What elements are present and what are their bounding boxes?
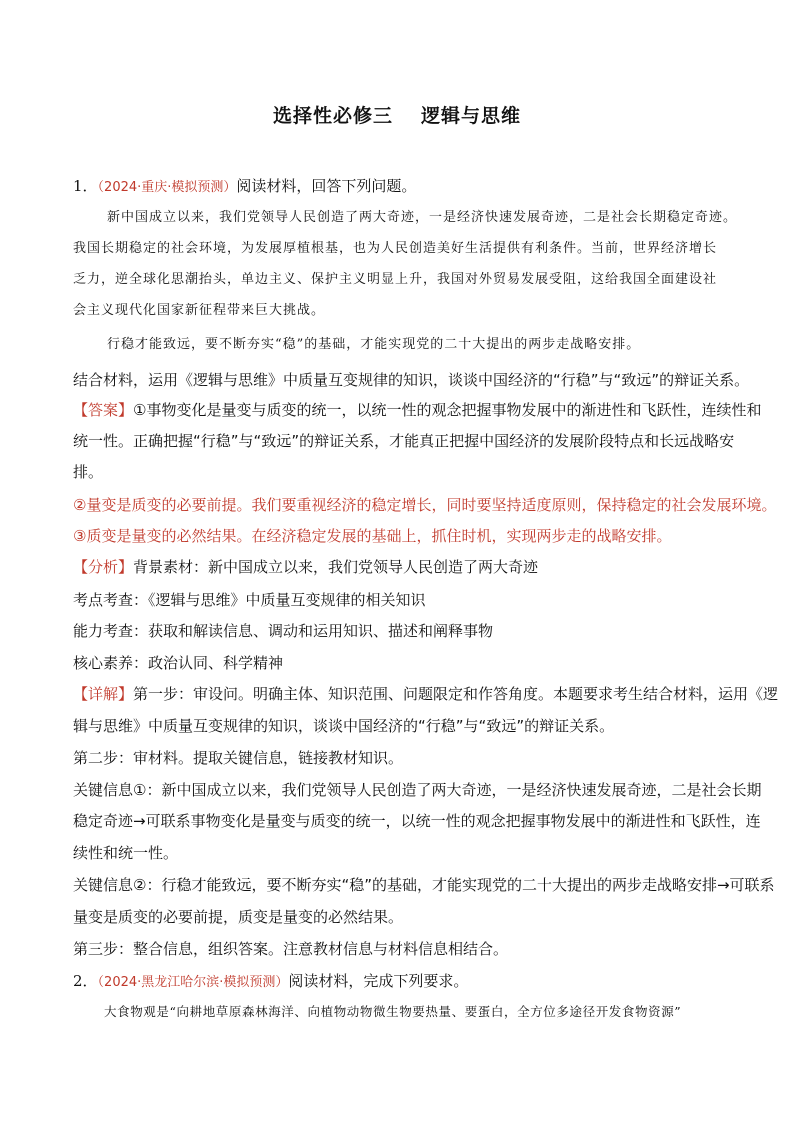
title-left: 选择性必修三 [272,105,393,127]
analysis-line [73,557,733,577]
question-1-header [73,176,733,198]
answer-label: 【答案】 [73,401,134,419]
material-line: 大食物观是“向耕地草原森林海洋、向植物动物微生物要热量、要蛋白，全方位多途径开发食物资源” [104,1004,682,1019]
detail-line: 量变是质变的必要前提，质变是量变的必然结果。 [73,908,404,926]
answer-line [73,400,762,420]
answer-line: 统一性。正确把握“行稳”与“致远”的辩证关系，才能真正把握中国经济的发展阶段特点和长远战略安 [73,432,735,450]
detail-line [73,684,779,704]
analysis-label: 【分析】 [73,558,134,576]
question-prompt: 阅读材料，回答下列问题。 [236,177,417,195]
answer-line: ③质变是量变的必然结果。在经济稳定发展的基础上，抓住时机，实现两步走的战略安排。 [73,527,672,545]
detail-line: 第二步：审材料。提取关键信息，链接教材知识。 [73,749,404,767]
question-source: （2024·黑龙江哈尔滨·模拟预测） [97,975,289,990]
question-text: 结合材料，运用《逻辑与思维》中质量互变规律的知识，谈谈中国经济的“行稳”与“致远”的辩证关系。 [73,371,750,389]
question-prompt: 阅读材料，完成下列要求。 [288,972,469,990]
material-line: 会主义现代化国家新征程带来巨大挑战。 [73,303,326,318]
detail-text: 第一步：审设问。明确主体、知识范围、问题限定和作答角度。本题要求考生结合材料，运用《逻 [133,685,779,703]
material-line: 新中国成立以来，我们党领导人民创造了两大奇迹，一是经济快速发展奇迹，二是社会长期稳定奇迹。 [107,210,738,225]
question-number: 1． [73,177,98,195]
material-line: 行稳才能致远，要不断夯实“稳”的基础，才能实现党的二十大提出的两步走战略安排。 [107,337,641,352]
detail-line: 第三步：整合信息，组织答案。注意教材信息与材料信息相结合。 [73,940,509,958]
question-number: 2． [73,972,98,990]
question-2-header [73,971,733,993]
answer-line: ②量变是质变的必要前提。我们要重视经济的稳定增长，同时要坚持适度原则，保持稳定的社会发展环境。 [73,496,777,514]
detail-line: 辑与思维》中质量互变规律的知识，谈谈中国经济的“行稳”与“致远”的辩证关系。 [73,717,615,735]
material-line: 乏力，逆全球化思潮抬头，单边主义、保护主义明显上升，我国对外贸易发展受阻，这给我国全面建设社 [73,272,718,287]
analysis-line: 能力考查：获取和解读信息、调动和运用知识、描述和阐释事物 [73,622,494,640]
detail-label: 【详解】 [73,685,134,703]
analysis-text: 背景素材：新中国成立以来，我们党领导人民创造了两大奇迹 [133,558,539,576]
question-source: （2024·重庆·模拟预测） [97,180,237,195]
material-line: 我国长期稳定的社会环境，为发展厚植根基，也为人民创造美好生活提供有利条件。当前，世界经济增长 [73,241,718,256]
answer-line: 排。 [73,463,104,481]
detail-line: 续性和统一性。 [73,844,179,862]
detail-line: 稳定奇迹→可联系事物变化是量变与质变的统一，以统一性的观念把握事物发展中的渐进性和飞跃性，连 [73,812,761,830]
answer-text: ①事物变化是量变与质变的统一，以统一性的观念把握事物发展中的渐进性和飞跃性，连续性和 [133,401,762,419]
analysis-line: 核心素养：政治认同、科学精神 [73,654,284,672]
detail-line: 关键信息①：新中国成立以来，我们党领导人民创造了两大奇迹，一是经济快速发展奇迹，二是社会长期 [73,781,762,799]
analysis-line: 考点考查：《逻辑与思维》中质量互变规律的相关知识 [73,591,426,609]
page-title [0,101,794,128]
detail-line: 关键信息②：行稳才能致远，要不断夯实“稳”的基础，才能实现党的二十大提出的两步走战略安排→可联系 [73,876,775,894]
title-right: 逻辑与思维 [421,105,522,127]
